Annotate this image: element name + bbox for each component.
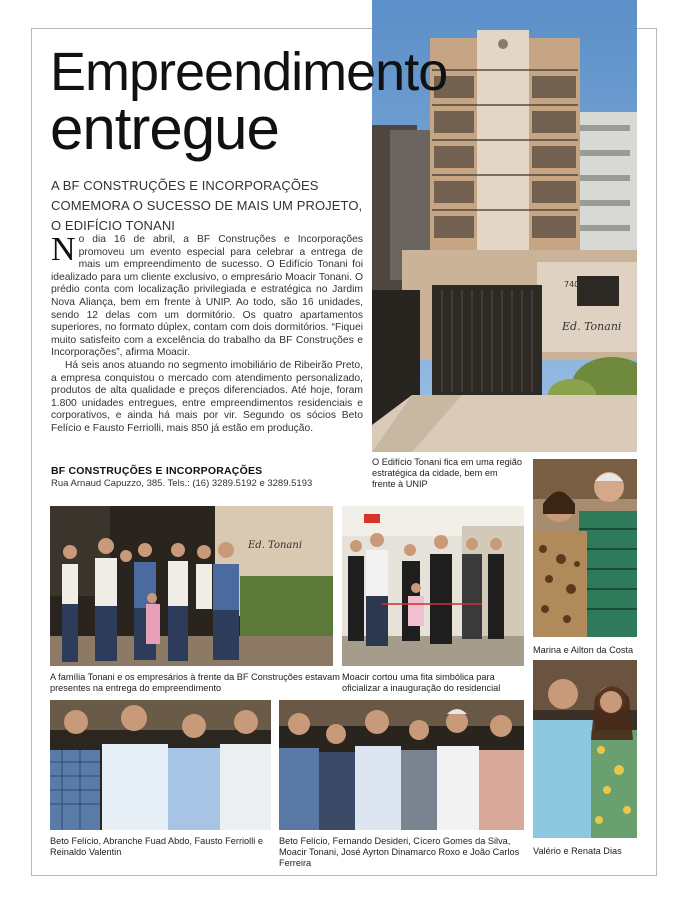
headline-line-1: Empreendimento [50, 42, 448, 102]
group4-photo [50, 700, 271, 830]
paragraph-1 [51, 231, 363, 360]
caption-group6: Beto Felício, Fernando Desideri, Cícero Gomes da Silva, Moacir Tonani, José Ayrton Dinamarco Roxo e João Carlos Ferreira [279, 836, 520, 868]
couple1-photo [533, 459, 637, 637]
company-address: Rua Arnaud Capuzzo, 385. Tels.: (16) 3289.5192 e 3289.5193 [51, 478, 313, 489]
group6-photo [279, 700, 524, 830]
paragraph-2: Há seis anos atuando no segmento imobiliário de Ribeirão Preto, a empresa conquistou o mercado com atendimento personalizado, produtos de alta qualidade e preços diferenciados. Até hoje, foram 1.800 unidades entregues, entre empreendimentos residenciais e corporativos, e ainda há mais por vir. Segundo os sócios Beto Felício e Fausto Ferriolli, mais 850 já estão em produção. [51, 359, 363, 434]
caption-couple1: Marina e Ailton da Costa [533, 645, 634, 655]
couple2-photo [533, 660, 637, 838]
headline-line-2: entregue [50, 95, 279, 162]
caption-group4: Beto Felício, Abranche Fuad Abdo, Fausto Ferriolli e Reinaldo Valentin [50, 836, 263, 857]
article-body [51, 231, 363, 436]
caption-ribbon: Moacir cortou uma fita simbólica para oficializar a inauguração do residencial [342, 672, 501, 693]
paragraph-1-text: o dia 16 de abril, a BF Construções e Incorporações promoveu um evento especial para celebrar a entrega de mais um empreendimento de sucesso. O Edifício Tonani foi idealizado para um cliente exclusivo, o empresário Moacir Tonani. O prédio conta com localização privilegiada e estratégica no Jardim Nova Aliança, bem em frente à UNIP. Ao todo, são 16 unidades, sendo 12 delas com um dormitório. Os quatro apartamentos superiores, no formato dúplex, contam com dois dormitórios. “Fiquei muito satisfeito com a excelência do trabalho da BF Construções e Incorporações”, afirma Moacir. [51, 234, 363, 359]
building-sign: Ed. Tonani [562, 320, 622, 333]
building-number: 740 [564, 280, 580, 289]
company-name: BF CONSTRUÇÕES E INCORPORAÇÕES [51, 465, 263, 477]
subtitle: A BF CONSTRUÇÕES E INCORPORAÇÕES COMEMORA O SUCESSO DE MAIS UM PROJETO, O EDIFÍCIO TONANI [51, 178, 363, 233]
caption-family: A família Tonani e os empresários à frente da BF Construções estavam presentes na entrega do empreendimento [50, 672, 340, 693]
ribbon-photo [342, 506, 524, 666]
caption-couple2: Valério e Renata Dias [533, 846, 622, 856]
family-photo-sign: Ed. Tonani [248, 540, 303, 551]
drop-cap: N [51, 231, 76, 268]
caption-building: O Edifício Tonani fica em uma região estratégica da cidade, bem em frente à UNIP [372, 457, 522, 489]
family-photo [50, 506, 333, 666]
